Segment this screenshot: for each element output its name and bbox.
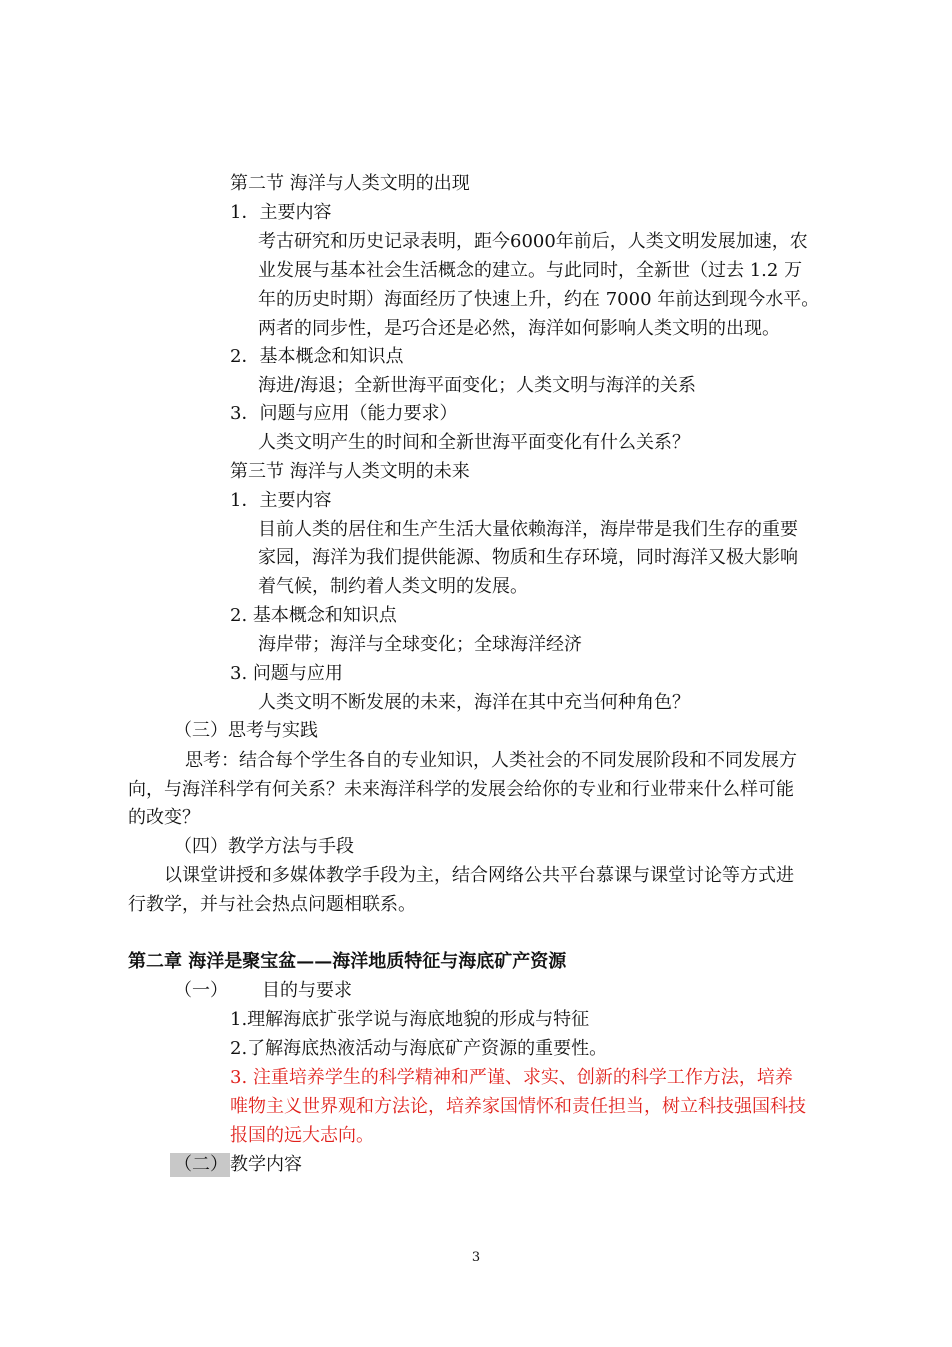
chapter-2-goal-1: 1.理解海底扩张学说与海底地貌的形成与特征 (230, 1009, 590, 1030)
chapter-2-goal-3-line: 报国的远大志向。 (230, 1125, 374, 1146)
section-3-item1-line: 家园，海洋为我们提供能源、物质和生存环境，同时海洋又极大影响 (258, 547, 798, 568)
think-line: 思考：结合每个学生各自的专业知识，人类社会的不同发展阶段和不同发展方 (185, 750, 797, 771)
section-3-item1-line: 目前人类的居住和生产生活大量依赖海洋，海岸带是我们生存的重要 (258, 519, 798, 540)
section-2-item1-title: 1．主要内容 (230, 202, 332, 223)
chapter-2-goal-3-line: 唯物主义世界观和方法论，培养家国情怀和责任担当，树立科技强国科技 (230, 1096, 806, 1117)
chapter-2-title: 第二章 海洋是聚宝盆——海洋地质特征与海底矿产资源 (128, 951, 567, 972)
think-line: 的改变？ (128, 807, 200, 828)
section-3-item3-title: 3. 问题与应用 (230, 663, 343, 684)
think-heading: （三）思考与实践 (174, 720, 318, 741)
method-line: 以课堂讲授和多媒体教学手段为主，结合网络公共平台慕课与课堂讨论等方式进 (164, 865, 794, 886)
chapter-2-content-number: （二） (170, 1153, 230, 1177)
section-2-item1-line: 业发展与基本社会生活概念的建立。与此同时，全新世（过去 1.2 万 (258, 260, 803, 281)
section-3-item3-text: 人类文明不断发展的未来，海洋在其中充当何种角色？ (258, 692, 690, 713)
chapter-2-content-heading: 教学内容 (230, 1154, 302, 1175)
think-line: 向，与海洋科学有何关系？未来海洋科学的发展会给你的专业和行业带来什么样可能 (128, 779, 794, 800)
section-2-item2-title: 2．基本概念和知识点 (230, 346, 404, 367)
section-2-item3-text: 人类文明产生的时间和全新世海平面变化有什么关系？ (258, 432, 690, 453)
section-3-item2-title: 2. 基本概念和知识点 (230, 605, 397, 626)
chapter-2-goal-number: （一） (174, 980, 228, 1001)
section-2-item3-title: 3．问题与应用（能力要求） (230, 403, 458, 424)
page-number: 3 (471, 1250, 481, 1265)
section-2-item2-text: 海进/海退；全新世海平面变化；人类文明与海洋的关系 (258, 375, 697, 396)
section-3-item2-text: 海岸带；海洋与全球变化；全球海洋经济 (258, 634, 582, 655)
section-3-item1-line: 着气候，制约着人类文明的发展。 (258, 576, 528, 597)
section-2-item1-line: 考古研究和历史记录表明，距今6000年前后，人类文明发展加速，农 (258, 231, 808, 252)
chapter-2-goal-3-line: 3. 注重培养学生的科学精神和严谨、求实、创新的科学工作方法，培养 (230, 1067, 793, 1088)
section-2-item1-line: 年的历史时期）海面经历了快速上升，约在 7000 年前达到现今水平。 (258, 289, 820, 310)
method-heading: （四）教学方法与手段 (174, 836, 354, 857)
chapter-2-goal-heading: 目的与要求 (262, 980, 352, 1001)
chapter-2-goal-2: 2.了解海底热液活动与海底矿产资源的重要性。 (230, 1038, 608, 1059)
section-2-item1-line: 两者的同步性，是巧合还是必然，海洋如何影响人类文明的出现。 (258, 318, 780, 339)
section-2-title: 第二节 海洋与人类文明的出现 (230, 173, 470, 194)
method-line: 行教学，并与社会热点问题相联系。 (128, 894, 416, 915)
section-3-title: 第三节 海洋与人类文明的未来 (230, 461, 470, 482)
section-3-item1-title: 1．主要内容 (230, 490, 332, 511)
